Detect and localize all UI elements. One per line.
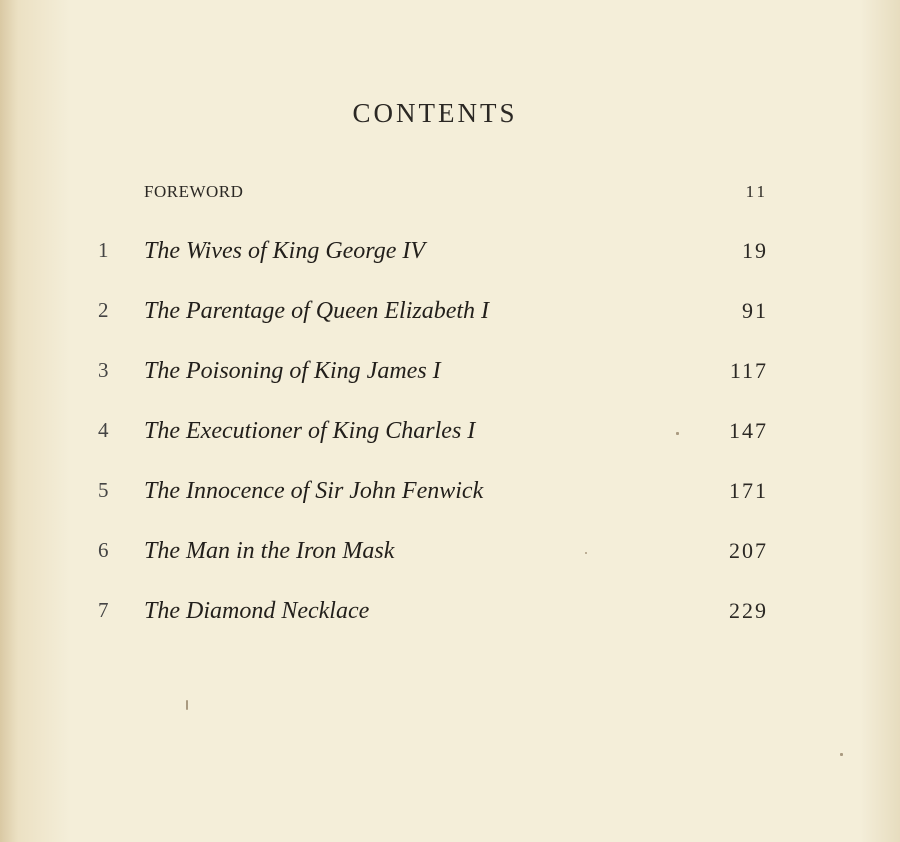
toc-entry-foreword: [98, 178, 768, 238]
chapter-number: 5: [98, 478, 109, 502]
page-number: 171: [729, 478, 768, 503]
chapter-title: The Executioner of King Charles I: [144, 418, 476, 444]
page-number: 117: [729, 358, 768, 383]
table-of-contents: [98, 178, 768, 658]
page-number: 11: [745, 182, 768, 201]
chapter-title: The Innocence of Sir John Fenwick: [144, 478, 484, 504]
chapter-title: FOREWORD: [144, 182, 244, 201]
chapter-number: 6: [98, 538, 109, 562]
toc-entry-chapter-6: [98, 538, 768, 598]
chapter-title: The Diamond Necklace: [144, 598, 370, 624]
chapter-number: 3: [98, 358, 109, 382]
paper-speck: [840, 753, 843, 756]
page-number: 19: [742, 238, 768, 263]
chapter-number: 1: [98, 238, 109, 262]
page-number: 147: [729, 418, 768, 443]
chapter-title: The Poisoning of King James I: [144, 358, 441, 384]
chapter-title: The Parentage of Queen Elizabeth I: [144, 298, 490, 324]
chapter-title: The Wives of King George IV: [144, 238, 426, 264]
chapter-number: 4: [98, 418, 109, 442]
paper-speck: [186, 700, 188, 710]
page-number: 91: [742, 298, 768, 323]
chapter-number: 7: [98, 598, 109, 622]
toc-entry-chapter-3: [98, 358, 768, 418]
toc-entry-chapter-4: [98, 418, 768, 478]
contents-heading: CONTENTS: [352, 98, 518, 128]
toc-entry-chapter-2: [98, 298, 768, 358]
toc-entry-chapter-5: [98, 478, 768, 538]
page-number: 207: [729, 538, 768, 563]
toc-entry-chapter-1: [98, 238, 768, 298]
chapter-number: 2: [98, 298, 109, 322]
toc-entry-chapter-7: [98, 598, 768, 658]
page-number: 229: [729, 598, 768, 623]
chapter-title: The Man in the Iron Mask: [144, 538, 395, 564]
